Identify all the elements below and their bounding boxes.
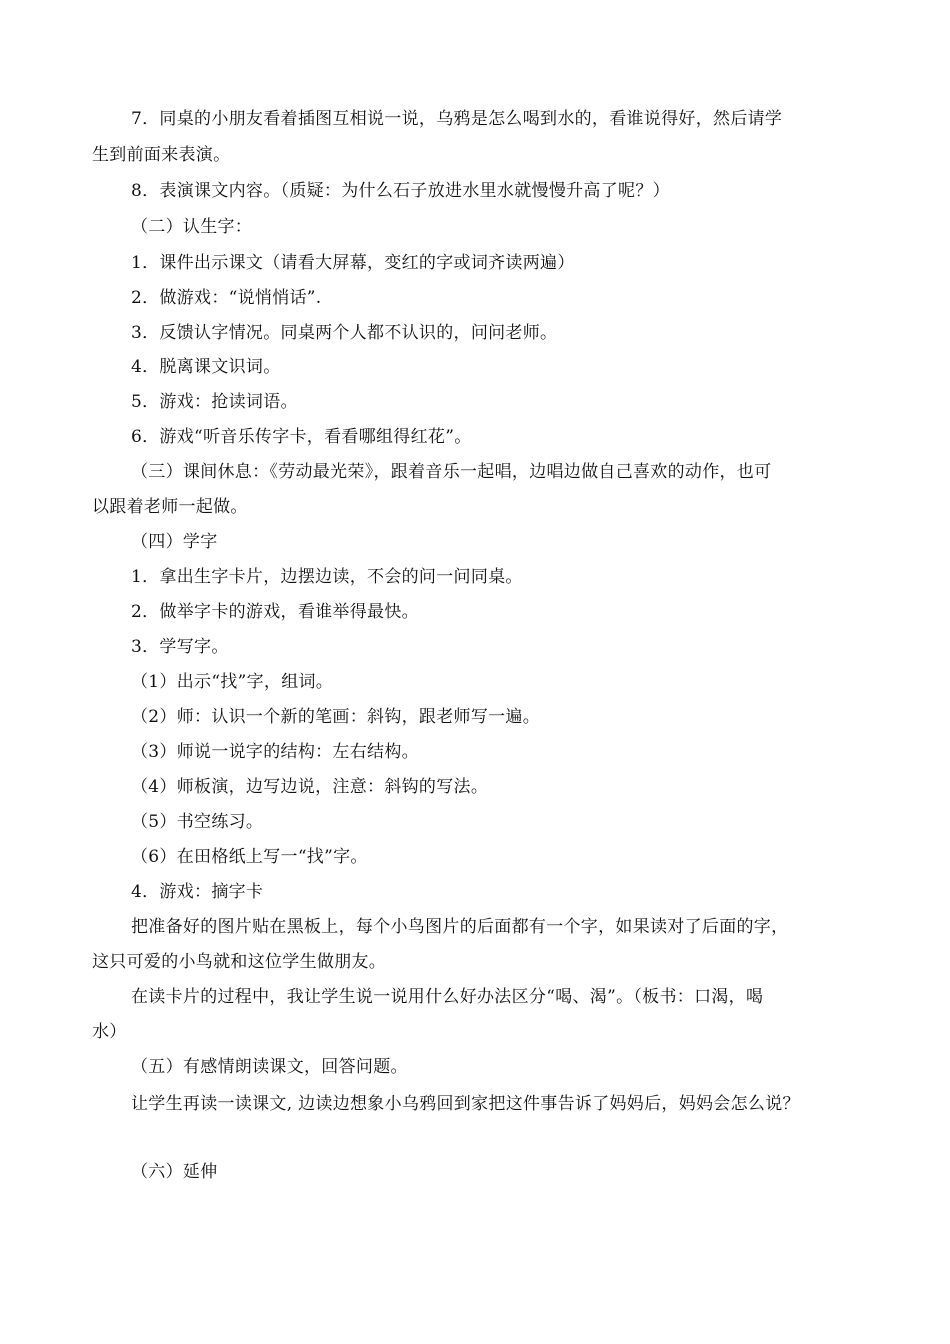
substep-6: （6）在田格纸上写一“找”字。 [131, 847, 368, 867]
section-5-heading: （五）有感情朗读课文，回答问题。 [131, 1057, 408, 1077]
section-5-body: 让学生再读一读课文, 边读边想象小乌鸦回到家把这件事告诉了妈妈后，妈妈会怎么说？ [131, 1094, 800, 1114]
section-2-item-1: 1．课件出示课文（请看大屏幕，变红的字或词齐读两遍） [131, 253, 575, 273]
section-3-line-1: （三）课间休息：《劳动最光荣》，跟着音乐一起唱，边唱边做自己喜欢的动作，也可 [131, 462, 772, 482]
section-4-heading: （四）学字 [131, 532, 218, 552]
substep-5: （5）书空练习。 [131, 812, 264, 832]
section-6-heading: （六）延伸 [131, 1162, 218, 1182]
step-7-line-2: 生到前面来表演。 [92, 145, 231, 165]
section-2-item-5: 5．游戏：抢读词语。 [131, 392, 298, 412]
substep-3: （3）师说一说字的结构：左右结构。 [131, 742, 419, 762]
section-2-heading: （二）认生字： [131, 217, 253, 237]
section-2-item-4: 4．脱离课文识词。 [131, 357, 281, 377]
section-3-line-2: 以跟着老师一起做。 [92, 497, 248, 517]
substep-2: （2）师：认识一个新的笔画：斜钩，跟老师写一遍。 [131, 707, 541, 727]
section-2-item-2: 2．做游戏：“说悄悄话”. [131, 288, 322, 308]
card-reading-line-1: 在读卡片的过程中，我让学生说一说用什么好办法区分“喝、渴”。（板书：口渴，喝 [131, 987, 764, 1007]
section-4-item-2: 2．做举字卡的游戏，看谁举得最快。 [131, 602, 419, 622]
section-2-item-3: 3．反馈认字情况。同桌两个人都不认识的，问问老师。 [131, 323, 558, 343]
section-2-item-6: 6．游戏“听音乐传字卡，看看哪组得红花”。 [131, 427, 472, 447]
game-description-line-1: 把准备好的图片贴在黑板上，每个小鸟图片的后面都有一个字，如果读对了后面的字， [131, 917, 789, 937]
step-8: 8．表演课文内容。（质疑：为什么石子放进水里水就慢慢升高了呢？） [131, 181, 670, 201]
substep-1: （1）出示“找”字，组词。 [131, 672, 334, 692]
game-description-line-2: 这只可爱的小鸟就和这位学生做朋友。 [92, 952, 387, 972]
substep-4: （4）师板演，边写边说，注意：斜钩的写法。 [131, 777, 489, 797]
section-4-item-3: 3．学写字。 [131, 637, 229, 657]
card-reading-line-2: 水） [92, 1022, 127, 1042]
section-4-item-1: 1．拿出生字卡片，边摆边读，不会的问一问同桌。 [131, 567, 523, 587]
step-7-line-1: 7．同桌的小朋友看着插图互相说一说，乌鸦是怎么喝到水的，看谁说得好，然后请学 [131, 109, 783, 129]
section-4-item-4: 4．游戏：摘字卡 [131, 882, 264, 902]
